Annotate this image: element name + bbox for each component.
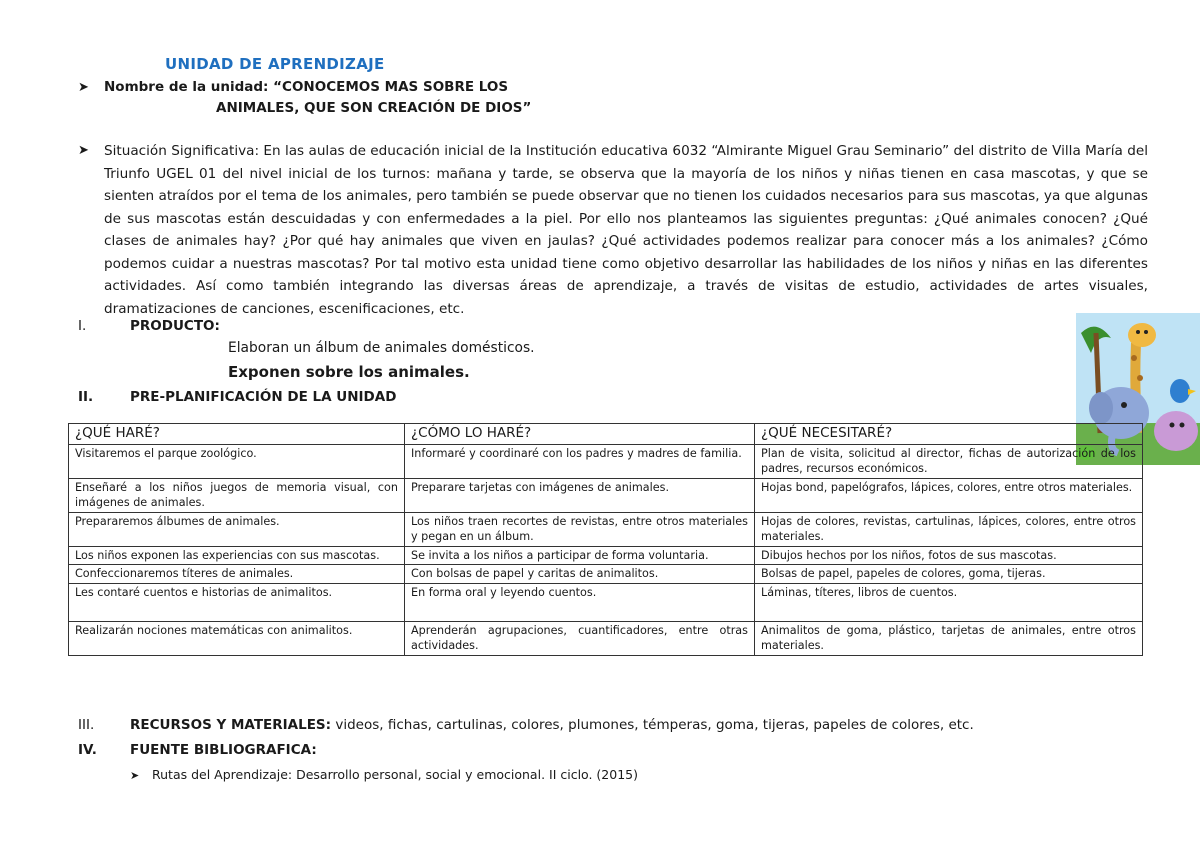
table-cell: Hojas bond, papelógrafos, lápices, colores, entre otros materiales.: [755, 478, 1143, 512]
section-number: III.: [78, 717, 95, 733]
section-number: II.: [78, 389, 94, 405]
table-cell: Realizarán nociones matemáticas con animalitos.: [69, 621, 405, 655]
situacion-paragraph: [78, 140, 1148, 320]
table-row: [69, 478, 1143, 512]
table-cell: Los niños exponen las experiencias con sus mascotas.: [69, 546, 405, 565]
recursos-text: videos, fichas, cartulinas, colores, plumones, témperas, goma, tijeras, papeles de colores, etc.: [335, 717, 974, 733]
table-cell: Preparare tarjetas con imágenes de animales.: [405, 478, 755, 512]
preplan-table: [68, 423, 1143, 656]
unit-name-line2: ANIMALES, QUE SON CREACIÓN DE DIOS”: [216, 100, 532, 116]
table-row: [69, 546, 1143, 565]
table-cell: Animalitos de goma, plástico, tarjetas de animales, entre otros materiales.: [755, 621, 1143, 655]
producto-line1: Elaboran un álbum de animales domésticos.: [228, 340, 535, 356]
section-heading: FUENTE BIBLIOGRAFICA:: [130, 742, 317, 758]
section-heading: RECURSOS Y MATERIALES:: [130, 717, 332, 733]
table-row: [69, 565, 1143, 584]
table-header-row: [69, 424, 1143, 445]
table-header-como-lo-hare: ¿CÓMO LO HARÉ?: [405, 424, 755, 445]
table-cell: Confeccionaremos títeres de animales.: [69, 565, 405, 584]
arrow-bullet-icon: ➤: [130, 769, 140, 782]
table-cell: Se invita a los niños a participar de forma voluntaria.: [405, 546, 755, 565]
situacion-label: Situación Significativa:: [104, 143, 260, 159]
table-cell: Les contaré cuentos e historias de animalitos.: [69, 583, 405, 621]
producto-line2: Exponen sobre los animales.: [228, 363, 470, 381]
table-cell: Informaré y coordinaré con los padres y madres de familia.: [405, 444, 755, 478]
table-cell: Aprenderán agrupaciones, cuantificadores, entre otras actividades.: [405, 621, 755, 655]
arrow-bullet-icon: ➤: [78, 80, 89, 95]
situacion-significativa: [78, 140, 1148, 320]
section-number: I.: [78, 318, 87, 334]
table-cell: Bolsas de papel, papeles de colores, goma, tijeras.: [755, 565, 1143, 584]
table-cell: Los niños traen recortes de revistas, entre otros materiales y pegan en un álbum.: [405, 512, 755, 546]
section-heading: PRODUCTO:: [130, 318, 220, 334]
table-cell: Enseñaré a los niños juegos de memoria visual, con imágenes de animales.: [69, 478, 405, 512]
table-cell: Prepararemos álbumes de animales.: [69, 512, 405, 546]
table-cell: Láminas, títeres, libros de cuentos.: [755, 583, 1143, 621]
document-title: UNIDAD DE APRENDIZAJE: [165, 55, 385, 73]
table-row: [69, 583, 1143, 621]
arrow-bullet-icon: ➤: [78, 143, 89, 158]
table-row: [69, 621, 1143, 655]
bibliography-item: [130, 767, 638, 782]
table-header-que-hare: ¿QUÉ HARÉ?: [69, 424, 405, 445]
table-cell: Con bolsas de papel y caritas de animalitos.: [405, 565, 755, 584]
section-heading: PRE-PLANIFICACIÓN DE LA UNIDAD: [130, 389, 397, 405]
bibliography-text: Rutas del Aprendizaje: Desarrollo personal, social y emocional. II ciclo. (2015): [152, 767, 638, 782]
table-row: [69, 444, 1143, 478]
section-fuente: [78, 742, 317, 758]
situacion-text: En las aulas de educación inicial de la Institución educativa 6032 “Almirante Miguel Grau Seminario” del distrito de Villa María del Triunfo UGEL 01 del nivel inicial de los turnos: mañana y tarde, se observa que la mayoría de los niños y niñas tienen en casa mascotas, y que se sienten atraídos por el tema de los animales, pero también se puede observar que no tienen los cuidados necesarios para sus mascotas, ya que algunas de sus mascotas están descuidadas y con enfermedades a la piel. Por ello nos planteamos las siguientes preguntas: ¿Qué animales conocen? ¿Qué clases de animales hay? ¿Por qué hay animales que viven en jaulas? ¿Qué actividades podemos realizar para conocer más a los animales? ¿Cómo podemos cuidar a nuestras mascotas? Por tal motivo esta unidad tiene como objetivo desarrollar las habilidades de los niños y niñas en las diferentes actividades. Así como también integrando las diversas áreas de aprendizaje, a través de visitas de estudio, actividades de artes visuales, dramatizaciones de canciones, escenificaciones, etc.: [104, 143, 1148, 317]
table-cell: Plan de visita, solicitud al director, fichas de autorización de los padres, recursos económicos.: [755, 444, 1143, 478]
table-cell: Dibujos hechos por los niños, fotos de sus mascotas.: [755, 546, 1143, 565]
unit-name-value-1: “CONOCEMOS MAS SOBRE LOS: [273, 79, 509, 95]
table-cell: Visitaremos el parque zoológico.: [69, 444, 405, 478]
table-header-que-necesitare: ¿QUÉ NECESITARÉ?: [755, 424, 1143, 445]
section-recursos: [78, 717, 974, 733]
section-producto: [78, 318, 220, 334]
unit-name-label: Nombre de la unidad:: [104, 79, 269, 95]
unit-name-line1: [78, 79, 508, 95]
section-number: IV.: [78, 742, 97, 758]
table-row: [69, 512, 1143, 546]
table-cell: Hojas de colores, revistas, cartulinas, lápices, colores, entre otros materiales.: [755, 512, 1143, 546]
table-cell: En forma oral y leyendo cuentos.: [405, 583, 755, 621]
section-preplanificacion: [78, 389, 396, 405]
